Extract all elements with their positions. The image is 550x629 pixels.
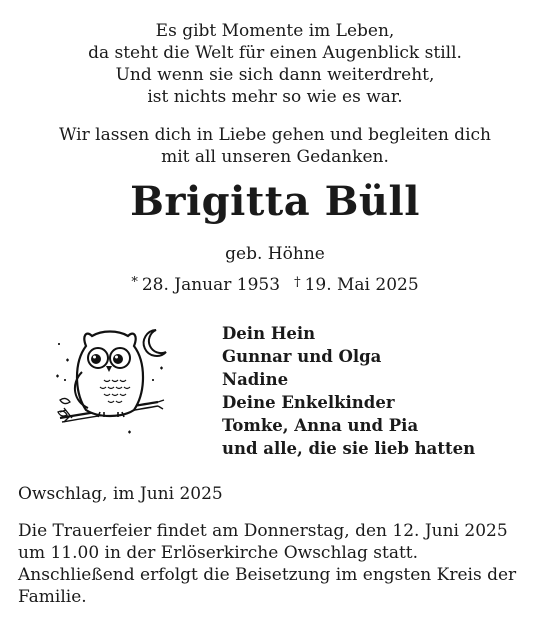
farewell-text (0, 124, 550, 168)
service-line: Anschließend erfolgt die Beisetzung im engsten Kreis der (18, 565, 517, 585)
birth-name: geb. Höhne (225, 244, 325, 264)
service-info (18, 520, 534, 608)
death-cross-icon: † (294, 275, 301, 290)
farewell-line: mit all unseren Gedanken. (161, 147, 389, 167)
birth-date: 28. Januar 1953 (141, 275, 281, 295)
mourner-line: Nadine (222, 370, 289, 389)
mourner-line: Dein Hein (222, 324, 316, 343)
poem-line: Es gibt Momente im Leben, (155, 21, 395, 41)
moon-icon (144, 330, 166, 356)
deceased-name: Brigitta Büll (130, 178, 420, 225)
poem (0, 20, 550, 108)
mourner-line: Tomke, Anna und Pia (222, 416, 419, 435)
service-line: Familie. (18, 587, 87, 607)
poem-line: Und wenn sie sich dann weiterdreht, (115, 65, 435, 85)
farewell-line: Wir lassen dich in Liebe gehen und begleiten dich (59, 125, 491, 145)
mourner-line: Gunnar und Olga (222, 347, 382, 366)
death-date: 19. Mai 2025 (304, 275, 419, 295)
mourners-list (222, 322, 475, 460)
place-date: Owschlag, im Juni 2025 (18, 484, 223, 504)
life-dates (0, 272, 550, 296)
service-line: Die Trauerfeier findet am Donnerstag, den 12. Juni 2025 (18, 521, 508, 541)
mourner-line: und alle, die sie lieb hatten (222, 439, 476, 458)
service-line: um 11.00 in der Erlöserkirche Owschlag statt. (18, 543, 419, 563)
birth-star-icon: * (131, 275, 138, 290)
mourner-line: Deine Enkelkinder (222, 393, 395, 412)
poem-line: da steht die Welt für einen Augenblick still. (88, 43, 462, 63)
poem-line: ist nichts mehr so wie es war. (147, 87, 403, 107)
owl-icon (52, 322, 172, 442)
